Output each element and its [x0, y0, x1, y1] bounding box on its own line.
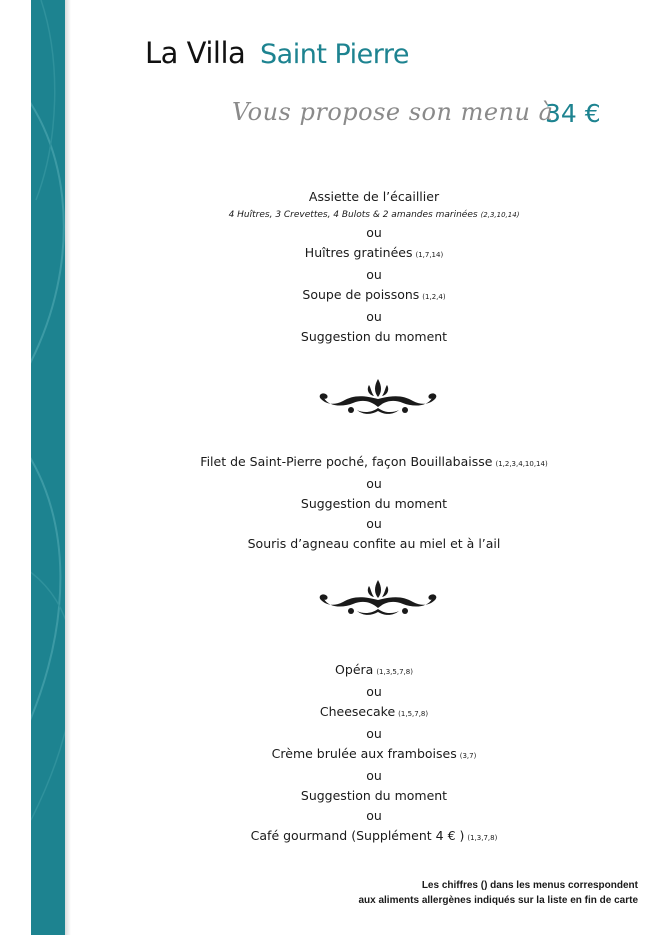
menu-item [91, 534, 657, 554]
menu-item-text: Huîtres gratinées [304, 245, 413, 260]
menu-item-text: ou [366, 684, 382, 699]
separator-ou [91, 806, 657, 826]
menu-item-text: Suggestion du moment [300, 788, 448, 803]
separator-ou [91, 223, 657, 243]
menu-item-text: Souris d’agneau confite au miel et à l’ail [247, 536, 501, 551]
separator-ou [91, 474, 657, 494]
menu-item [91, 702, 657, 724]
menu-item [91, 452, 657, 474]
menu-item-text: ou [366, 516, 382, 531]
menu-item [91, 187, 657, 207]
menu-item-text: ou [366, 267, 382, 282]
allergen-note-line1: Les chiffres () dans les menus correspondent [421, 880, 638, 891]
separator-ou [91, 514, 657, 534]
menu-item-text: Filet de Saint-Pierre poché, façon Bouillabaisse [200, 454, 493, 469]
menu-item [91, 786, 657, 806]
menu-item [91, 285, 657, 307]
menu-item-text: ou [366, 309, 382, 324]
allergen-note-line2: aux aliments allergènes indiqués sur la liste en fin de carte [358, 895, 638, 906]
allergen-codes: (1,5,7,8) [398, 710, 429, 718]
separator-ou [91, 265, 657, 285]
menu-item-text: ou [366, 225, 382, 240]
menu-item-text: Suggestion du moment [300, 496, 448, 511]
menu-price: 34 € [545, 99, 601, 128]
ornament-divider-icon [313, 578, 443, 618]
separator-ou [91, 682, 657, 702]
menu-item-text: Soupe de poissons [302, 287, 420, 302]
ornament-divider-icon [313, 377, 443, 417]
restaurant-name [145, 36, 409, 70]
menu-item-text: ou [366, 476, 382, 491]
menu-item-text: Opéra [335, 662, 374, 677]
allergen-codes: (1,2,3,4,10,14) [495, 460, 548, 468]
menu-item-text: Assiette de l’écaillier [308, 189, 440, 204]
menu-item [91, 243, 657, 265]
menu-subtitle: Vous propose son menu à [232, 98, 554, 126]
allergen-codes: (1,3,7,8) [467, 834, 498, 842]
menu-item-text: Cheesecake [319, 704, 396, 719]
restaurant-name-part2: Saint Pierre [260, 39, 410, 70]
menu-item [91, 494, 657, 514]
menu-item-text: Suggestion du moment [300, 329, 448, 344]
swirl-pattern-icon [31, 0, 65, 935]
menu-item-text: Café gourmand (Supplément 4 € ) [250, 828, 465, 843]
allergen-codes: (3,7) [459, 752, 477, 760]
decorative-sidebar [31, 0, 65, 935]
separator-ou [91, 766, 657, 786]
allergen-codes: (1,2,4) [422, 293, 446, 301]
menu-item-text: ou [366, 808, 382, 823]
desserts-section [91, 660, 657, 848]
mains-section [91, 452, 657, 554]
menu-item [91, 744, 657, 766]
separator-ou [91, 307, 657, 327]
menu-item-text: ou [366, 726, 382, 741]
allergen-codes: (1,7,14) [415, 251, 444, 259]
allergen-codes: (2,3,10,14) [480, 211, 520, 219]
menu-item [91, 660, 657, 682]
menu-item [91, 207, 657, 223]
sidebar-shadow [65, 0, 71, 935]
starters-section [91, 187, 657, 347]
menu-item [91, 826, 657, 848]
menu-item-text: ou [366, 768, 382, 783]
menu-item [91, 327, 657, 347]
separator-ou [91, 724, 657, 744]
menu-item-text: Crème brulée aux framboises [271, 746, 457, 761]
allergen-note [358, 878, 638, 908]
allergen-codes: (1,3,5,7,8) [376, 668, 413, 676]
restaurant-name-part1: La Villa [145, 36, 246, 70]
menu-item-text: 4 Huîtres, 3 Crevettes, 4 Bulots & 2 amandes marinées [228, 210, 478, 220]
